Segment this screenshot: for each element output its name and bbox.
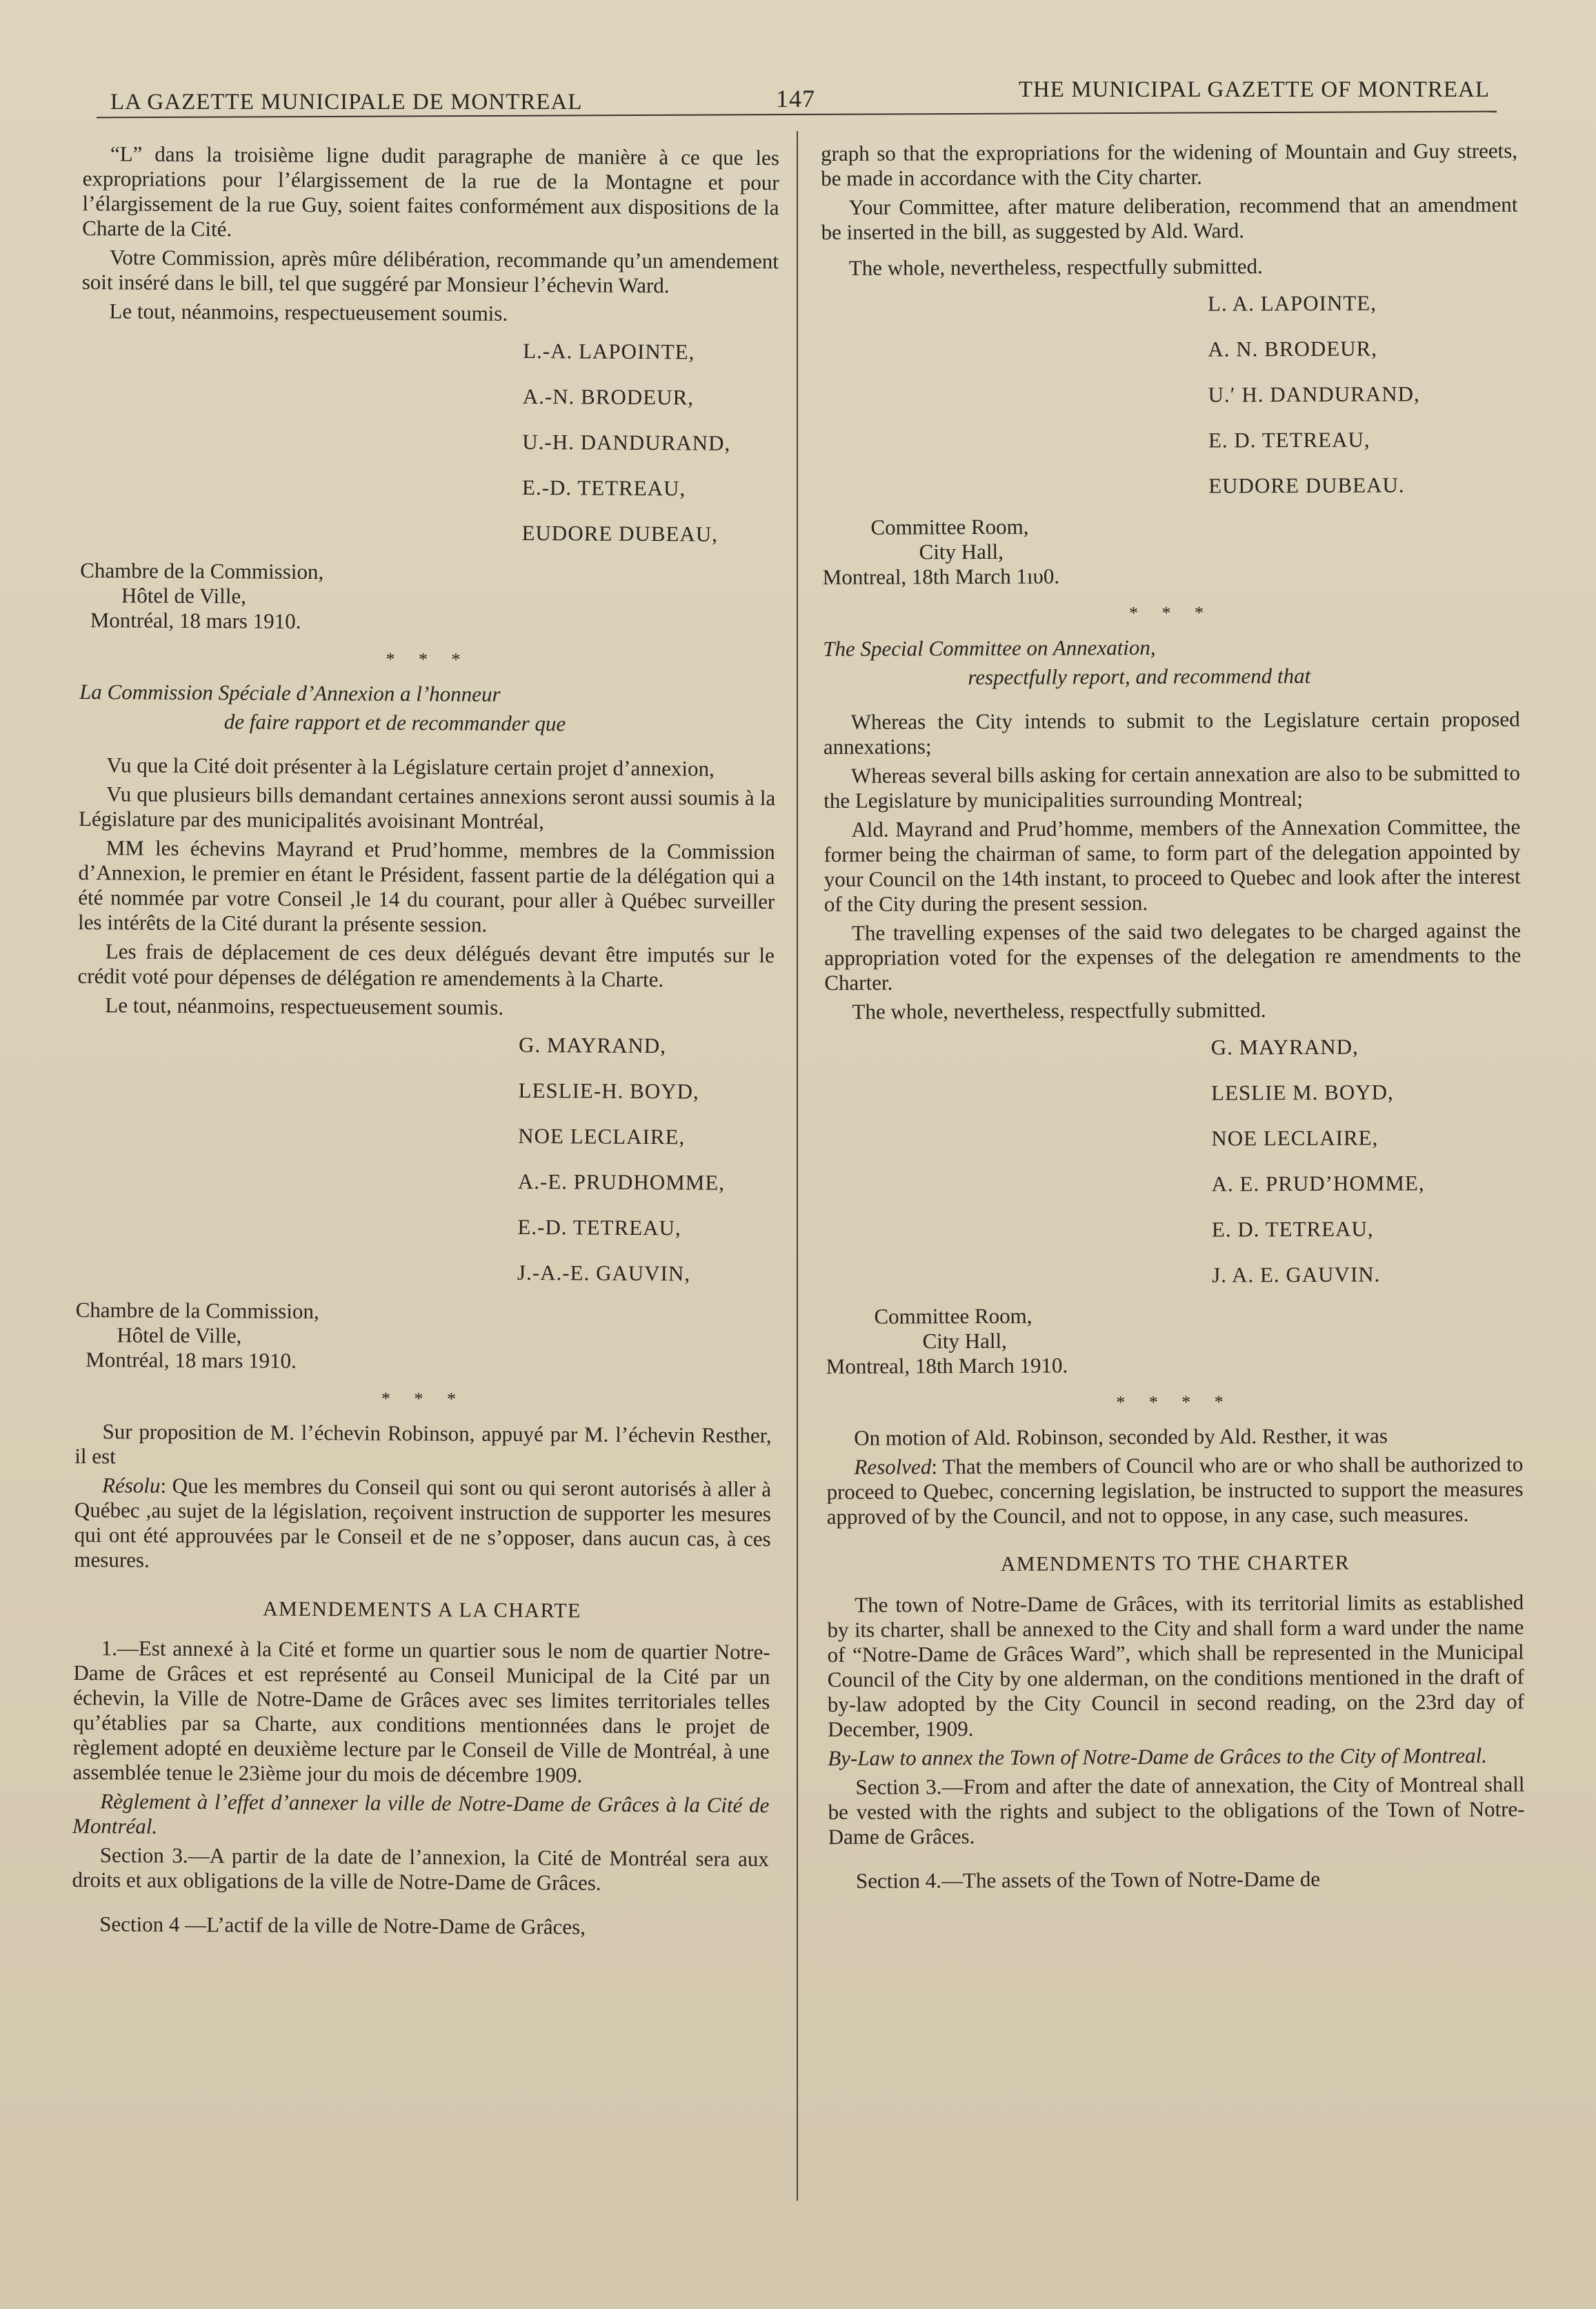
signature: A. N. BRODEUR, xyxy=(1208,336,1378,361)
bylaw-title: By-Law to annex the Town of Notre-Dame de Grâces to the City of Montreal. xyxy=(828,1743,1488,1770)
paragraph: The whole, nevertheless, respectfully submitted. xyxy=(848,254,1263,280)
location-line: Montreal, 18th March 1ıυ0. xyxy=(822,564,1060,589)
paragraph: Vu que plusieurs bills demandant certaines annexions seront aussi soumis à la Législature par des municipalités avoisinant Montréal, xyxy=(78,782,776,834)
paragraph: Les frais de déplacement de ces deux délégués devant être imputés sur le crédit voté pour dépenses de délégation re amendements à la Charte. xyxy=(77,939,775,992)
signature: LESLIE-H. BOYD, xyxy=(518,1078,699,1104)
paragraph: The town of Notre-Dame de Grâces, with its territorial limits as established by its charter, shall be annexed to the City and shall form a ward under the name of “Notre-Dame de Grâces Ward”, which shall be represented in the Municipal Council of the City by one alderman, on the conditions mentioned in the draft of by-law adopted by the City Council in second reading, on the 23rd day of December, 1909. xyxy=(827,1589,1524,1741)
signature: E.-D. TETREAU, xyxy=(517,1214,681,1240)
signature: EUDORE DUBEAU, xyxy=(521,520,719,546)
paragraph: Section 3.—From and after the date of annexation, the City of Montreal shall be vested with the rights and subject to the obligations of the Town of Notre-Dame de Grâces. xyxy=(828,1772,1525,1849)
paragraph: Ald. Mayrand and Prud’homme, members of the Annexation Committee, the former being the chairman of same, to form part of the delegation appointed by your Council on the 14th instant, to proceed to Quebec and look after the interest of the City during the present session. xyxy=(824,814,1521,916)
location-block xyxy=(826,1302,1522,1379)
location-block xyxy=(822,513,1519,590)
location-line: Chambre de la Commission, xyxy=(80,557,324,584)
signature: J. A. E. GAUVIN. xyxy=(1212,1262,1381,1287)
paragraph: Le tout, néanmoins, respectueusement soumis. xyxy=(109,299,508,326)
bylaw-title: Règlement à l’effet d’annexer la ville de Notre-Dame de Grâces à la Cité de Montréal. xyxy=(72,1789,770,1839)
section-heading: AMENDEMENTS A LA CHARTE xyxy=(262,1597,582,1623)
paragraph: Section 4.—The assets of the Town of Notre-Dame de xyxy=(855,1866,1321,1893)
paragraph: Section 4 —L’actif de la ville de Notre-Dame de Grâces, xyxy=(99,1912,586,1939)
resolution-label: Resolved xyxy=(854,1454,932,1479)
paragraph: Vu que la Cité doit présenter à la Législature certain projet d’annexion, xyxy=(106,753,715,781)
signature: G. MAYRAND, xyxy=(1210,1034,1359,1060)
location-line: Hôtel de Ville, xyxy=(117,1322,242,1348)
section-heading: AMENDMENTS TO THE CHARTER xyxy=(1000,1551,1350,1576)
signatures-block xyxy=(80,328,778,555)
signature: A.-E. PRUDHOMME, xyxy=(517,1169,726,1195)
signatures-block xyxy=(825,1026,1523,1298)
english-column xyxy=(821,139,1525,1898)
paragraph: Le tout, néanmoins, respectueusement soumis. xyxy=(105,993,504,1020)
location-line: Committee Room, xyxy=(874,1303,1033,1329)
signature: LESLIE M. BOYD, xyxy=(1210,1080,1394,1105)
signatures-block xyxy=(76,1022,774,1295)
location-block xyxy=(75,1298,772,1376)
section-separator: * * * xyxy=(1128,602,1214,624)
page-number: 147 xyxy=(776,85,815,112)
location-line: Hôtel de Ville, xyxy=(121,583,247,608)
header-english-title: THE MUNICIPAL GAZETTE OF MONTREAL xyxy=(1018,77,1490,102)
location-line: Chambre de la Commission, xyxy=(75,1297,319,1324)
resolution-text: : That the members of Council who are or who shall be authorized to proceed to Quebec, concerning legislation, be instructed to support the measures approved of by the Council, and not to oppose, in any case, such measures. xyxy=(826,1451,1524,1529)
paragraph: Whereas the City intends to submit to the Legislature certain proposed annexations; xyxy=(823,706,1520,759)
section-separator: * * * xyxy=(381,1388,466,1409)
signature: EUDORE DUBEAU. xyxy=(1208,473,1405,498)
signature: L.-A. LAPOINTE, xyxy=(523,338,695,364)
location-line: City Hall, xyxy=(919,539,1004,564)
resolution-text: : Que les membres du Conseil qui sont ou qui seront autorisés à aller à Québec ,au sujet de la législation, reçoivent instruction de supporter les mesures qui ont été approuvées par le Conseil et de ne s’opposer, dans aucun cas, à ces mesures. xyxy=(74,1473,772,1572)
signature: A.-N. BRODEUR, xyxy=(522,384,695,410)
report-intro: La Commission Spéciale d’Annexion a l’honneur xyxy=(79,679,501,706)
signature: E. D. TETREAU, xyxy=(1211,1216,1374,1242)
french-column xyxy=(72,141,779,1945)
signature: A. E. PRUD’HOMME, xyxy=(1211,1171,1425,1196)
paragraph: graph so that the expropriations for the widening of Mountain and Guy streets, be made in accordance with the City charter. xyxy=(821,138,1518,190)
location-line: Committee Room, xyxy=(870,514,1029,539)
paragraph: Whereas several bills asking for certain annexation are also to be submitted to the Legislature by municipalities surrounding Montreal; xyxy=(824,760,1521,813)
paragraph: “L” dans la troisième ligne dudit paragraphe de manière à ce que les expropriations pour l’élargissement de la rue de la Montagne et pour l’élargissement de la rue Guy, soient faites conformément aux dispositions de la Charte de la Cité. xyxy=(82,141,779,241)
signature: NOE LECLAIRE, xyxy=(1211,1125,1379,1151)
paragraph: Your Committee, after mature deliberation, recommend that an amendment be inserted in the bill, as suggested by Ald. Ward. xyxy=(821,192,1518,244)
report-intro: de faire rapport et de recommander que xyxy=(223,709,566,736)
signatures-block xyxy=(821,282,1519,508)
signature: J.-A.-E. GAUVIN, xyxy=(517,1260,691,1286)
paragraph: 1.—Est annexé à la Cité et forme un quartier sous le nom de quartier Notre-Dame de Grâces et est représenté au Conseil Municipal de la Cité par un échevin, la Ville de Notre-Dame de Grâces avec ses limites territoriales telles qu’établies par sa Charte, aux conditions mentionnées dans le projet de règlement adopté en deuxième lecture par le Conseil de Ville de Montréal, à une assemblée tenue le 23ième jour du mois de décembre 1909. xyxy=(72,1636,770,1787)
paragraph: On motion of Ald. Robinson, seconded by Ald. Resther, it was xyxy=(854,1423,1388,1450)
paragraph: Votre Commission, après mûre délibération, recommande qu’un amendement soit inséré dans le bill, tel que suggéré par Monsieur l’échevin Ward. xyxy=(81,245,779,298)
header-french-title: LA GAZETTE MUNICIPALE DE MONTREAL xyxy=(110,90,583,115)
report-intro: The Special Committee on Annexation, xyxy=(823,635,1156,661)
signature: U.′ H. DANDURAND, xyxy=(1208,381,1420,407)
report-intro: respectfully report, and recommend that xyxy=(968,663,1311,690)
signature: E. D. TETREAU, xyxy=(1208,427,1370,453)
location-block xyxy=(80,558,777,637)
signature: U.-H. DANDURAND, xyxy=(522,429,731,455)
signature: G. MAYRAND, xyxy=(518,1032,667,1058)
resolution-paragraph xyxy=(826,1452,1523,1529)
location-line: City Hall, xyxy=(922,1328,1007,1354)
section-separator: * * * * xyxy=(1116,1391,1233,1413)
section-separator: * * * xyxy=(386,648,470,670)
paragraph: MM les échevins Mayrand et Prud’homme, membres de la Commission d’Annexion, le premier en étant le Président, fassent partie de la délégation qui a été nommée par votre Conseil ,le 14 du courant, pour aller à Québec surveiller les intérêts de la Cité durant la présente session. xyxy=(77,835,775,937)
paragraph: Sur proposition de M. l’échevin Robinson, appuyé par M. l’échevin Resther, il est xyxy=(74,1419,772,1469)
signature: L. A. LAPOINTE, xyxy=(1207,290,1377,316)
signature: E.-D. TETREAU, xyxy=(521,475,686,501)
location-line: Montréal, 18 mars 1910. xyxy=(90,608,301,633)
resolution-paragraph xyxy=(74,1473,771,1576)
column-divider xyxy=(797,131,798,2201)
paragraph: Section 3.—A partir de la date de l’annexion, la Cité de Montréal sera aux droits et aux obligations de la ville de Notre-Dame de Grâces. xyxy=(72,1843,769,1895)
paragraph: The travelling expenses of the said two delegates to be charged against the appropriation voted for the expenses of the delegation re amendments to the Charter. xyxy=(824,918,1522,995)
resolution-label: Résolu xyxy=(101,1473,161,1498)
location-line: Montreal, 18th March 1910. xyxy=(826,1353,1068,1378)
paragraph: The whole, nevertheless, respectfully submitted. xyxy=(852,998,1266,1024)
location-line: Montréal, 18 mars 1910. xyxy=(86,1347,297,1373)
signature: NOE LECLAIRE, xyxy=(518,1123,686,1149)
